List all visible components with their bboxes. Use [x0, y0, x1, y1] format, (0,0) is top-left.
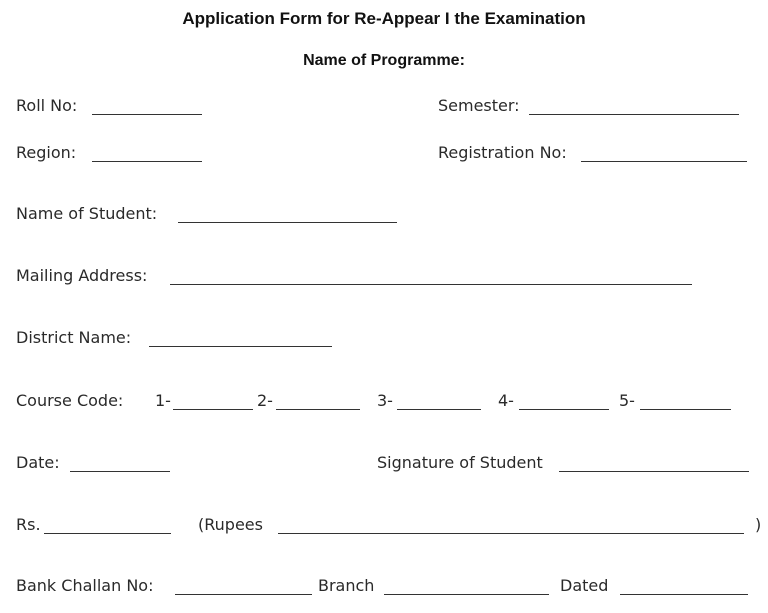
region-label: Region: — [16, 143, 77, 162]
region-field[interactable] — [92, 161, 202, 162]
bank-challan-label: Bank Challan No: — [16, 576, 154, 595]
dated-label: Dated — [560, 576, 609, 595]
course-4-label: 4- — [498, 391, 514, 410]
roll-no-label: Roll No: — [16, 96, 78, 115]
signature-label: Signature of Student — [377, 453, 543, 472]
name-of-student-field[interactable] — [178, 222, 397, 223]
course-1-field[interactable] — [173, 409, 253, 410]
registration-no-label: Registration No: — [438, 143, 567, 162]
branch-label: Branch — [318, 576, 375, 595]
mailing-address-label: Mailing Address: — [16, 266, 148, 285]
roll-no-field[interactable] — [92, 114, 202, 115]
rupees-label: (Rupees — [198, 515, 263, 534]
mailing-address-field[interactable] — [170, 284, 692, 285]
course-code-label: Course Code: — [16, 391, 124, 410]
course-5-field[interactable] — [640, 409, 731, 410]
name-of-student-label: Name of Student: — [16, 204, 158, 223]
date-field[interactable] — [70, 471, 170, 472]
programme-label: Name of Programme: — [303, 52, 465, 69]
branch-field[interactable] — [384, 594, 549, 595]
course-2-field[interactable] — [276, 409, 360, 410]
district-name-label: District Name: — [16, 328, 132, 347]
signature-field[interactable] — [559, 471, 749, 472]
bank-challan-field[interactable] — [175, 594, 312, 595]
course-1-label: 1- — [155, 391, 171, 410]
rupees-close-paren: ) — [755, 515, 762, 534]
semester-field[interactable] — [529, 114, 739, 115]
course-3-label: 3- — [377, 391, 393, 410]
rupees-words-field[interactable] — [278, 533, 744, 534]
semester-label: Semester: — [438, 96, 520, 115]
course-3-field[interactable] — [397, 409, 481, 410]
rs-label: Rs. — [16, 515, 41, 534]
rs-field[interactable] — [44, 533, 171, 534]
course-5-label: 5- — [619, 391, 635, 410]
date-label: Date: — [16, 453, 60, 472]
course-2-label: 2- — [257, 391, 273, 410]
course-4-field[interactable] — [519, 409, 609, 410]
dated-field[interactable] — [620, 594, 748, 595]
district-name-field[interactable] — [149, 346, 332, 347]
form-title: Application Form for Re-Appear I the Examination — [182, 9, 586, 28]
registration-no-field[interactable] — [581, 161, 747, 162]
